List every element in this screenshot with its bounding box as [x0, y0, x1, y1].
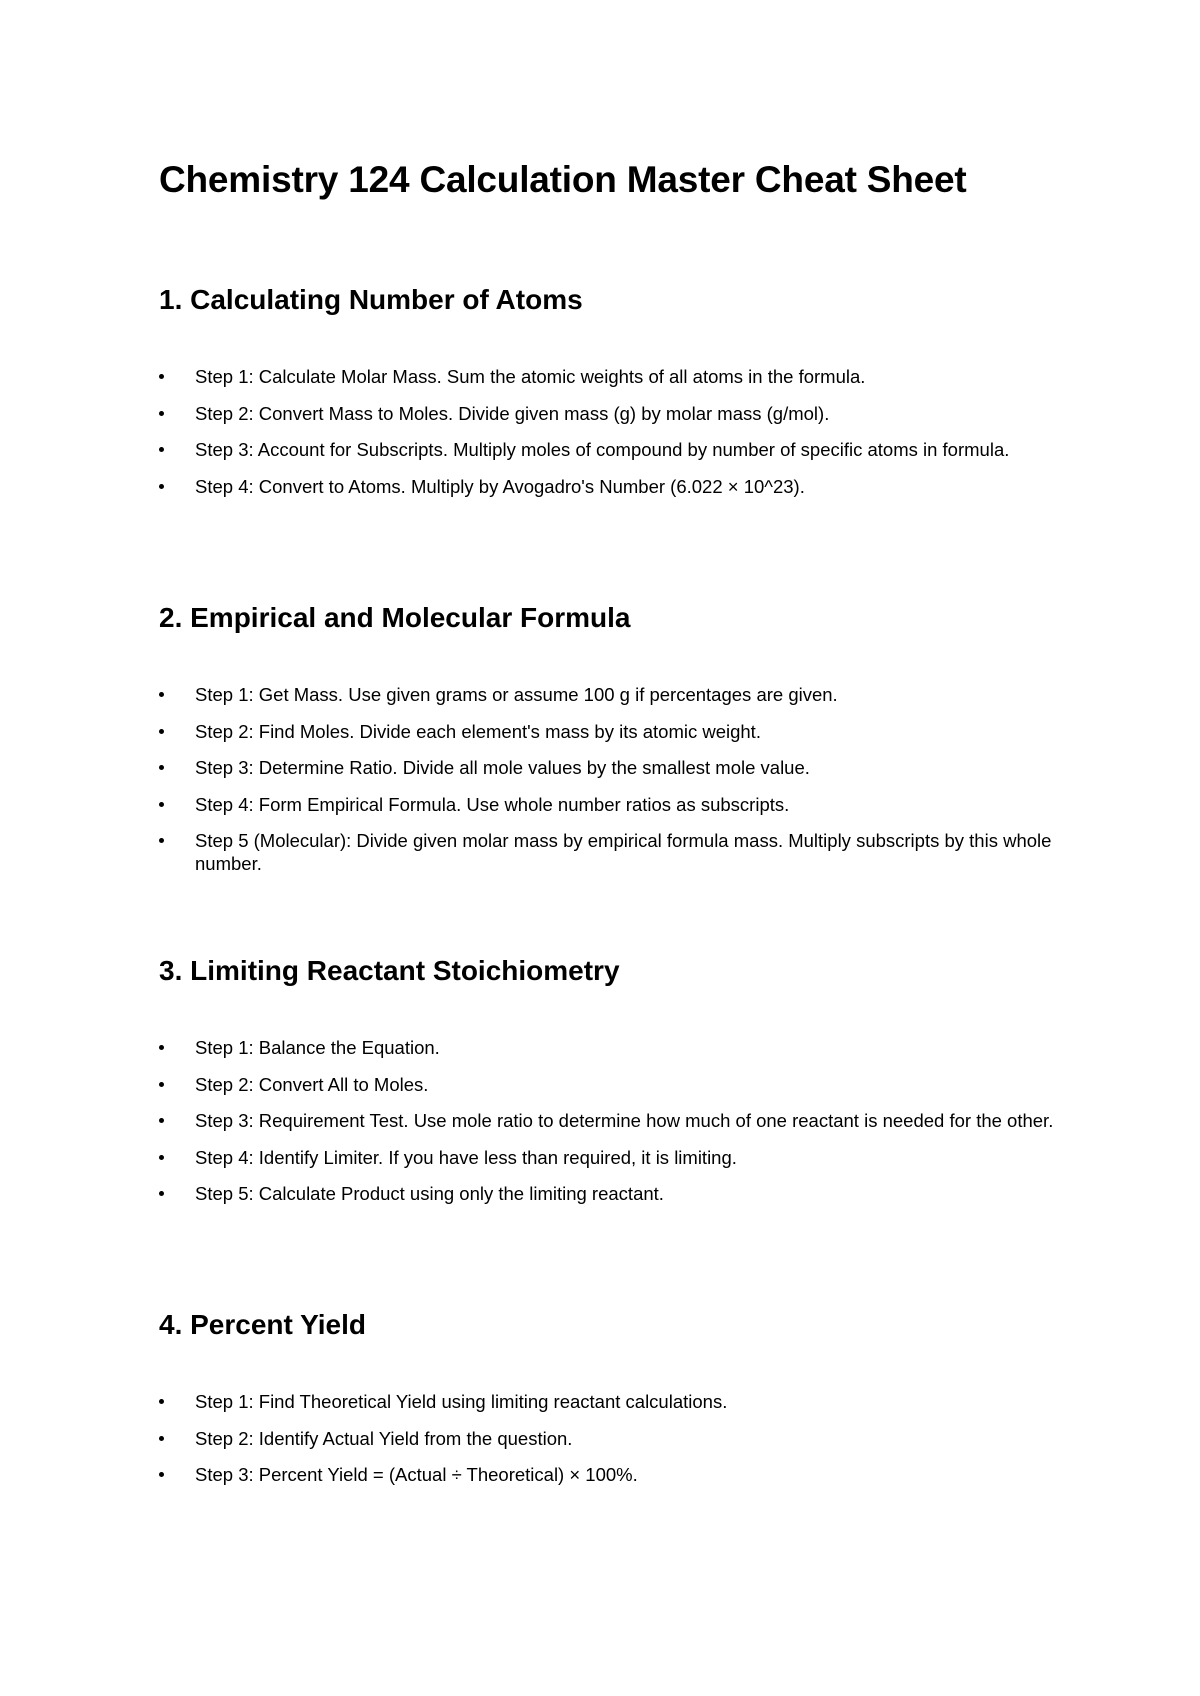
- document-title: Chemistry 124 Calculation Master Cheat Sheet: [159, 159, 967, 200]
- step-text: Step 5: Calculate Product using only the limiting reactant.: [195, 1183, 664, 1204]
- list-item: [159, 1463, 1059, 1486]
- step-text: Step 2: Identify Actual Yield from the question.: [195, 1427, 573, 1449]
- list-item: [159, 793, 1059, 816]
- list-item: [159, 402, 1059, 425]
- bullet-icon: [159, 374, 164, 379]
- bullet-icon: [159, 1155, 164, 1160]
- bullet-icon: [159, 484, 164, 489]
- section-heading: 1. Calculating Number of Atoms: [159, 284, 583, 315]
- list-item: [159, 720, 1059, 743]
- list-item: [159, 1073, 1059, 1096]
- bullet-icon: [159, 1436, 164, 1441]
- list-item: [159, 475, 1059, 498]
- step-text: Step 4: Identify Limiter. If you have less than required, it is limiting.: [195, 1146, 737, 1168]
- step-text: Step 2: Convert Mass to Moles. Divide given mass (g) by molar mass (g/mol).: [195, 402, 830, 424]
- step-list: [159, 1036, 1059, 1205]
- section-percent-yield: [159, 1308, 1059, 1500]
- section-empirical-and-molecular-formula: [159, 601, 1059, 889]
- step-text: Step 1: Find Theoretical Yield using limiting reactant calculations.: [195, 1391, 728, 1412]
- bullet-icon: [159, 692, 164, 697]
- bullet-icon: [159, 1399, 164, 1404]
- section-heading: 2. Empirical and Molecular Formula: [159, 602, 631, 633]
- bullet-icon: [159, 1191, 164, 1196]
- list-item: [159, 1182, 1059, 1205]
- bullet-icon: [159, 447, 164, 452]
- bullet-icon: [159, 838, 164, 843]
- step-text: Step 4: Form Empirical Formula. Use whole number ratios as subscripts.: [195, 793, 790, 815]
- list-item: [159, 756, 1059, 779]
- list-item: [159, 1427, 1059, 1450]
- list-item: [159, 365, 1059, 388]
- section-heading: 4. Percent Yield: [159, 1309, 366, 1340]
- section-limiting-reactant-stoichiometry: [159, 954, 1059, 1219]
- bullet-icon: [159, 1472, 164, 1477]
- list-item: [159, 829, 1059, 875]
- step-text: Step 3: Requirement Test. Use mole ratio to determine how much of one reactant is needed for the other.: [195, 1110, 1054, 1131]
- step-text: Step 3: Percent Yield = (Actual ÷ Theoretical) × 100%.: [195, 1464, 638, 1485]
- section-calculating-number-of-atoms: [159, 283, 1059, 511]
- step-text: Step 4: Convert to Atoms. Multiply by Avogadro's Number (6.022 × 10^23).: [195, 475, 805, 497]
- step-text: Step 2: Convert All to Moles.: [195, 1073, 429, 1095]
- bullet-icon: [159, 1118, 164, 1123]
- bullet-icon: [159, 411, 164, 416]
- step-text: Step 2: Find Moles. Divide each element's mass by its atomic weight.: [195, 720, 761, 742]
- step-list: [159, 1390, 1059, 1486]
- bullet-icon: [159, 802, 164, 807]
- list-item: [159, 683, 1059, 706]
- list-item: [159, 1036, 1059, 1059]
- section-heading: 3. Limiting Reactant Stoichiometry: [159, 955, 620, 986]
- bullet-icon: [159, 1045, 164, 1050]
- step-text: Step 3: Account for Subscripts. Multiply moles of compound by number of specific atoms in formula.: [195, 439, 1010, 460]
- list-item: [159, 1146, 1059, 1169]
- step-text: Step 5 (Molecular): Divide given molar mass by empirical formula mass. Multiply subscripts by this whole number.: [195, 830, 1052, 874]
- list-item: [159, 1390, 1059, 1413]
- step-text: Step 1: Balance the Equation.: [195, 1037, 440, 1058]
- bullet-icon: [159, 765, 164, 770]
- bullet-icon: [159, 729, 164, 734]
- step-list: [159, 683, 1059, 875]
- step-text: Step 3: Determine Ratio. Divide all mole values by the smallest mole value.: [195, 757, 810, 778]
- list-item: [159, 1109, 1059, 1132]
- step-text: Step 1: Calculate Molar Mass. Sum the atomic weights of all atoms in the formula.: [195, 366, 866, 387]
- step-text: Step 1: Get Mass. Use given grams or assume 100 g if percentages are given.: [195, 684, 838, 705]
- list-item: [159, 438, 1059, 461]
- bullet-icon: [159, 1082, 164, 1087]
- step-list: [159, 365, 1059, 498]
